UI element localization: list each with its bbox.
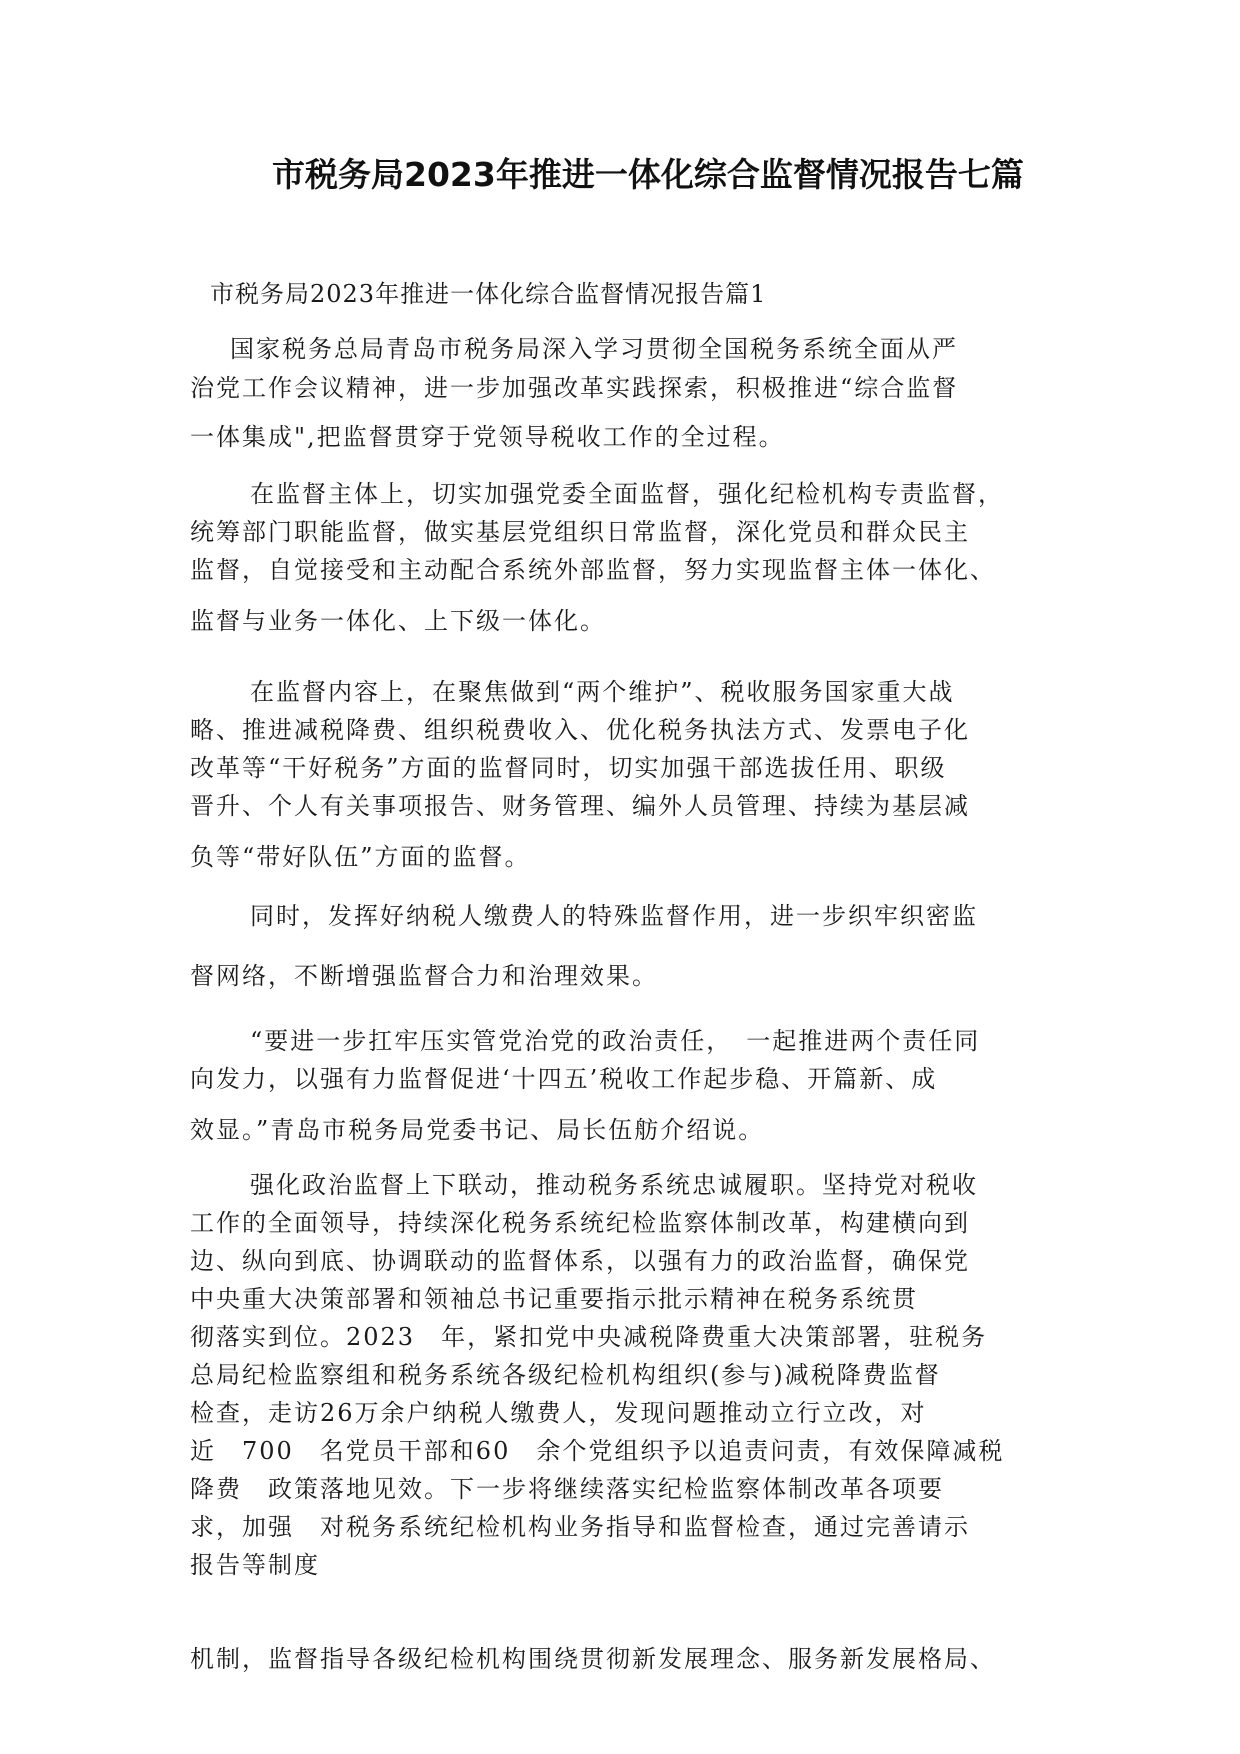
paragraph-line: “要进一步扛牢压实管党治党的政治责任， 一起推进两个责任同 [250, 1027, 981, 1055]
paragraph-2 [190, 475, 1060, 633]
paragraph-4 [190, 897, 1060, 995]
paragraph-line: 略、推进减税降费、组织税费收入、优化税务执法方式、发票电子化 [190, 716, 970, 744]
paragraph-line: 降费 政策落地见效。下一步将继续落实纪检监察体制改革各项要 [190, 1475, 944, 1503]
paragraph-line: 督网络，不断增强监督合力和治理效果。 [190, 962, 658, 990]
paragraph-line: 求，加强 对税务系统纪检机构业务指导和监督检查，通过完善请示 [190, 1513, 970, 1541]
paragraph-6 [190, 1166, 1060, 1584]
paragraph-3 [190, 673, 1060, 871]
paragraph-line: 监督，自觉接受和主动配合系统外部监督，努力实现监督主体一体化、 [190, 556, 996, 584]
paragraph-line: 治党工作会议精神，进一步加强改革实践探索，积极推进“综合监督 [190, 374, 959, 402]
paragraph-line: 总局纪检监察组和税务系统各级纪检机构组织(参与)减税降费监督 [190, 1361, 941, 1389]
paragraph-line: 彻落实到位。2023 年，紧扣党中央减税降费重大决策部署，驻税务 [190, 1323, 988, 1351]
section-heading: 市税务局2023年推进一体化综合监督情况报告篇1 [210, 280, 767, 308]
paragraph-1 [190, 330, 1060, 451]
paragraph-line: 边、纵向到底、协调联动的监督体系，以强有力的政治监督，确保党 [190, 1247, 970, 1275]
paragraph-line: 一体集成",把监督贯穿于党领导税收工作的全过程。 [190, 423, 785, 451]
paragraph-line: 国家税务总局青岛市税务局深入学习贯彻全国税务系统全面从严 [230, 335, 958, 363]
paragraph-line: 强化政治监督上下联动，推动税务系统忠诚履职。坚持党对税收 [250, 1171, 978, 1199]
paragraph-line: 近 700 名党员干部和60 余个党组织予以追责问责，有效保障减税 [190, 1437, 1005, 1465]
paragraph-line: 改革等“干好税务”方面的监督同时，切实加强干部选拔任用、职级 [190, 754, 947, 782]
paragraph-line: 在监督内容上，在聚焦做到“两个维护”、税收服务国家重大战 [250, 678, 955, 706]
document-title: 市税务局2023年推进一体化综合监督情况报告七篇 [272, 155, 1024, 194]
paragraph-line: 检查，走访26万余户纳税人缴费人，发现问题推动立行立改，对 [190, 1399, 927, 1427]
paragraph-line: 向发力，以强有力监督促进‘十四五’税收工作起步稳、开篇新、成 [190, 1065, 938, 1093]
paragraph-line: 效显。”青岛市税务局党委书记、局长伍舫介绍说。 [190, 1116, 765, 1144]
paragraph-5 [190, 1022, 1060, 1144]
paragraph-line: 同时，发挥好纳税人缴费人的特殊监督作用，进一步织牢织密监 [250, 902, 978, 930]
paragraph-line: 机制，监督指导各级纪检机构围绕贯彻新发展理念、服务新发展格局、 [190, 1645, 996, 1673]
paragraph-line: 负等“带好队伍”方面的监督。 [190, 843, 531, 871]
paragraph-line: 晋升、个人有关事项报告、财务管理、编外人员管理、持续为基层减 [190, 792, 970, 820]
paragraph-line: 统筹部门职能监督，做实基层党组织日常监督，深化党员和群众民主 [190, 518, 970, 546]
paragraph-line: 中央重大决策部署和领袖总书记重要指示批示精神在税务系统贯 [190, 1285, 918, 1313]
paragraph-line: 监督与业务一体化、上下级一体化。 [190, 607, 606, 635]
paragraph-7 [190, 1640, 1060, 1678]
paragraph-line: 工作的全面领导，持续深化税务系统纪检监察体制改革，构建横向到 [190, 1209, 970, 1237]
paragraph-line: 报告等制度 [190, 1551, 320, 1579]
paragraph-line: 在监督主体上，切实加强党委全面监督，强化纪检机构专责监督， [250, 480, 1004, 508]
